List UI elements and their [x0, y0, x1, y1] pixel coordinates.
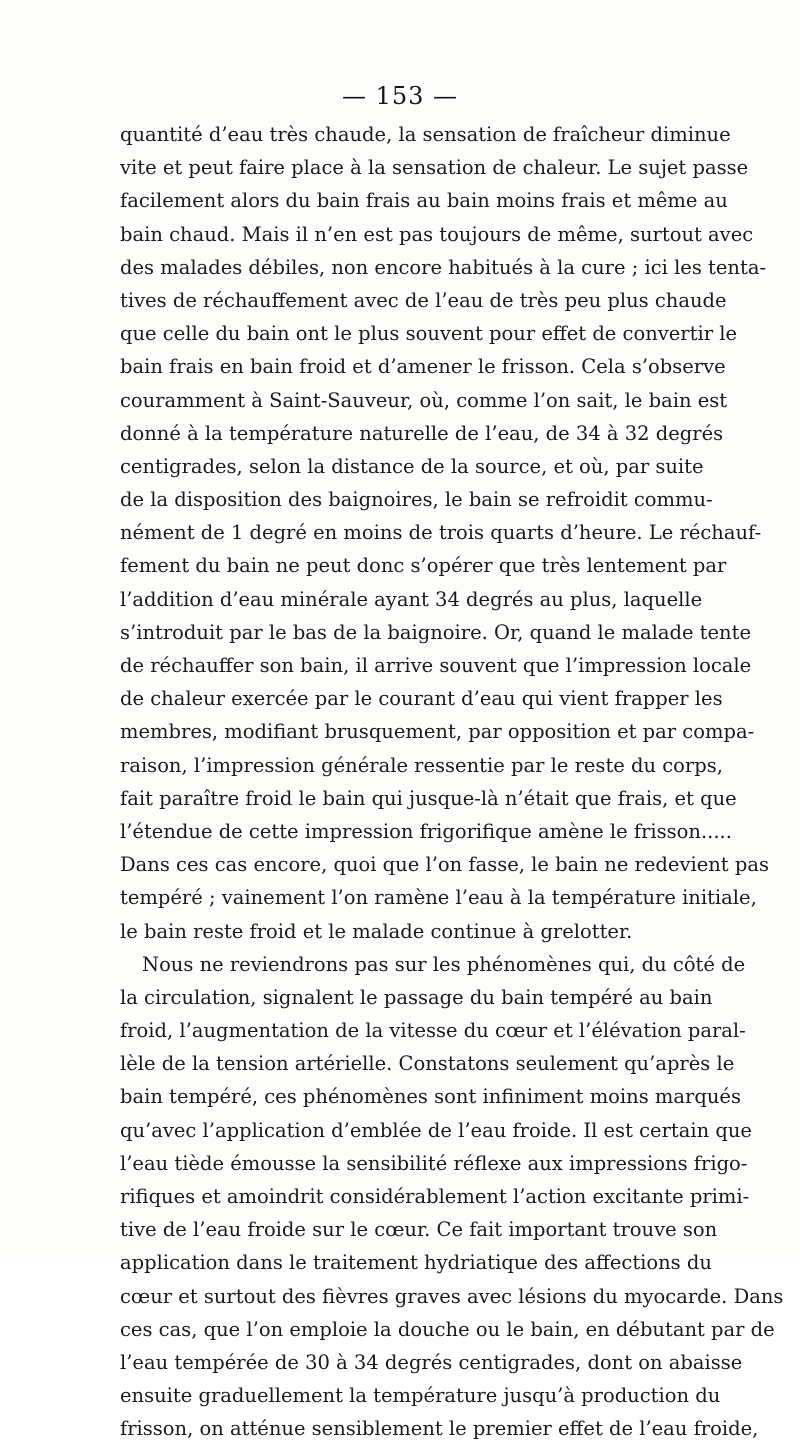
- text-line: cœur et surtout des fièvres graves avec lésions du myocarde. Dans: [120, 1284, 784, 1308]
- text-line: fement du bain ne peut donc s’opérer que très lentement par: [120, 554, 727, 578]
- text-line: froid, l’augmentation de la vitesse du cœur et l’élévation paral-: [120, 1019, 746, 1043]
- text-line: rifiques et amoindrit considérablement l’action excitante primi-: [120, 1185, 750, 1208]
- text-line: bain frais en bain froid et d’amener le frisson. Cela s’observe: [120, 355, 726, 379]
- text-line: nément de 1 degré en moins de trois quarts d’heure. Le réchauf-: [120, 521, 762, 545]
- text-line: tempéré ; vainement l’on ramène l’eau à la température initiale,: [120, 886, 757, 910]
- text-line: s’introduit par le bas de la baignoire. Or, quand le malade tente: [120, 620, 751, 644]
- text-line: l’addition d’eau minérale ayant 34 degrés au plus, laquelle: [120, 587, 703, 611]
- text-line: fait paraître froid le bain qui jusque-là n’était que frais, et que: [120, 786, 737, 810]
- text-line: ces cas, que l’on emploie la douche ou le bain, en débutant par de: [120, 1317, 775, 1341]
- text-line: Dans ces cas encore, quoi que l’on fasse, le bain ne redevient pas: [120, 853, 769, 877]
- text-line: frisson, on atténue sensiblement le premier effet de l’eau froide,: [120, 1417, 759, 1441]
- text-line: qu’avec l’application d’emblée de l’eau froide. Il est certain que: [120, 1118, 752, 1142]
- text-line: l’étendue de cette impression frigorifique amène le frisson.....: [120, 819, 732, 843]
- text-line: de la disposition des baignoires, le bain se refroidit commu-: [120, 488, 713, 512]
- text-line: tive de l’eau froide sur le cœur. Ce fait important trouve son: [120, 1218, 718, 1242]
- text-line: quantité d’eau très chaude, la sensation de fraîcheur diminue: [120, 123, 731, 146]
- text-line: de chaleur exercée par le courant d’eau qui vient frapper les: [120, 687, 723, 711]
- text-line: application dans le traitement hydriatique des affections du: [120, 1251, 712, 1275]
- text-line: tives de réchauffement avec de l’eau de très peu plus chaude: [120, 288, 727, 312]
- text-line: raison, l’impression générale ressentie par le reste du corps,: [120, 753, 723, 777]
- text-line: de réchauffer son bain, il arrive souvent que l’impression locale: [120, 654, 752, 677]
- text-line: la circulation, signalent le passage du bain tempéré au bain: [120, 985, 713, 1009]
- page-number: — 153 —: [341, 82, 459, 110]
- text-line: l’eau tempérée de 30 à 34 degrés centigrades, dont on abaisse: [120, 1350, 743, 1374]
- text-line: facilement alors du bain frais au bain moins frais et même au: [120, 189, 728, 213]
- text-line: bain chaud. Mais il n’en est pas toujours de même, surtout avec: [120, 222, 754, 246]
- text-line: vite et peut faire place à la sensation de chaleur. Le sujet passe: [120, 156, 749, 180]
- text-line: Nous ne reviendrons pas sur les phénomènes qui, du côté de: [142, 952, 746, 976]
- text-line: centigrades, selon la distance de la source, et où, par suite: [120, 454, 704, 478]
- text-line: que celle du bain ont le plus souvent pour effet de convertir le: [120, 322, 738, 346]
- text-line: des malades débiles, non encore habitués à la cure ; ici les tenta-: [120, 255, 767, 279]
- text-line: le bain reste froid et le malade continue à grelotter.: [120, 919, 633, 943]
- text-line: ensuite graduellement la température jusqu’à production du: [120, 1384, 721, 1408]
- text-line: bain tempéré, ces phénomènes sont infiniment moins marqués: [120, 1085, 741, 1109]
- text-line: donné à la température naturelle de l’eau, de 34 à 32 degrés: [120, 421, 724, 445]
- text-line: l’eau tiède émousse la sensibilité réflexe aux impressions frigo-: [120, 1151, 748, 1175]
- text-line: membres, modifiant brusquement, par opposition et par compa-: [120, 720, 755, 744]
- body-text: [120, 118, 784, 1446]
- text-line: lèle de la tension artérielle. Constatons seulement qu’après le: [120, 1052, 735, 1076]
- text-line: couramment à Saint-Sauveur, où, comme l’on sait, le bain est: [120, 388, 728, 412]
